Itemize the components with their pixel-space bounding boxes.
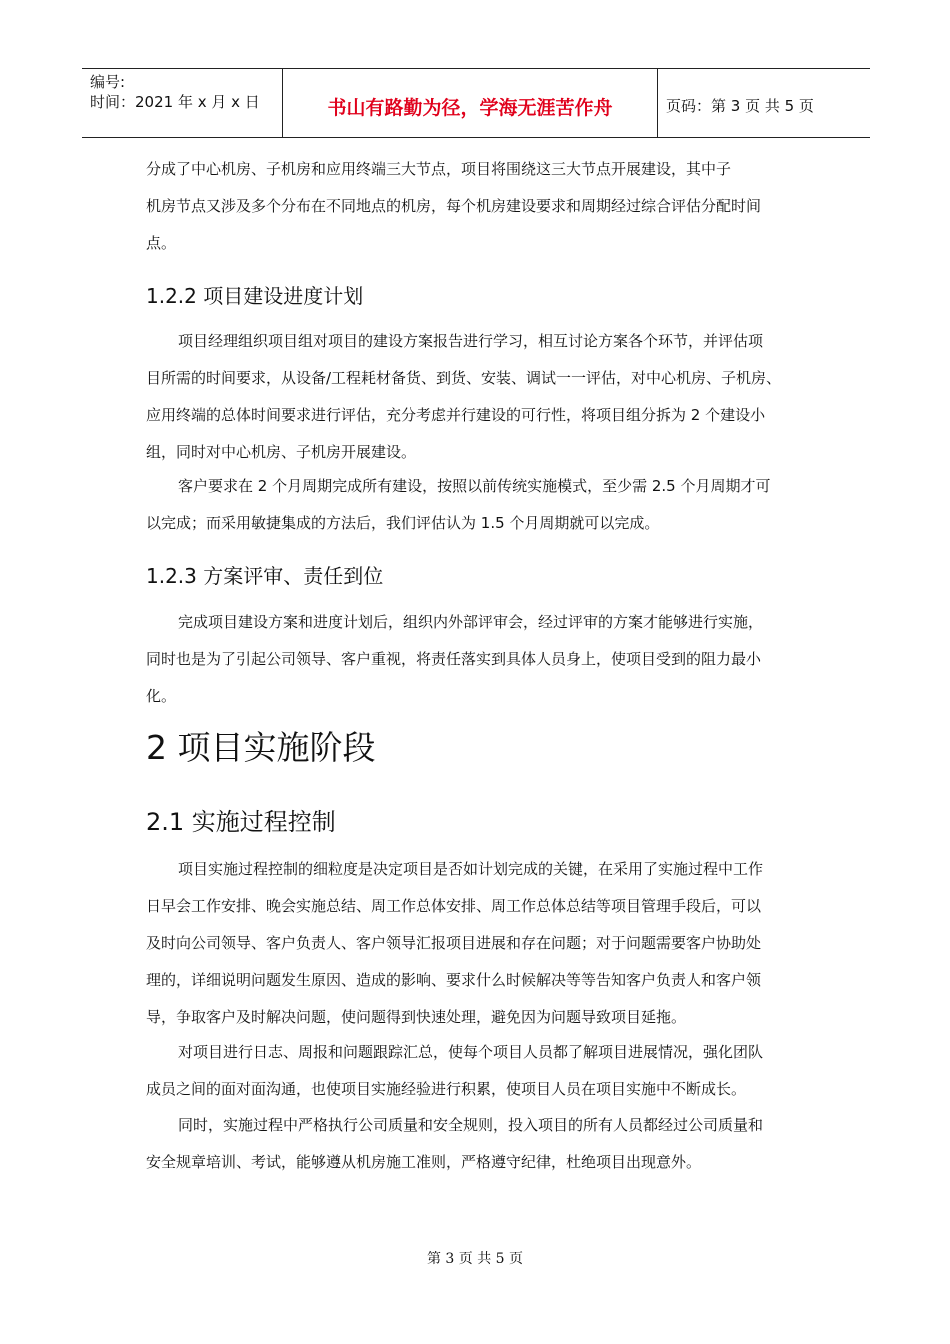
paragraph-3 [146, 468, 826, 542]
header-motto: 书山有路勤为径，学海无涯苦作舟 [327, 97, 613, 119]
header-page-info: 页码：第 3 页 共 5 页 [666, 97, 814, 115]
paragraph-4 [146, 604, 826, 715]
paragraph-line: 同时也是为了引起公司领导、客户重视，将责任落实到具体人员身上，使项目受到的阻力最小 [146, 650, 762, 668]
heading-2-1: 2.1 实施过程控制 [146, 808, 336, 836]
paragraph-line: 客户要求在 2 个月周期完成所有建设，按照以前传统实施模式，至少需 2.5 个月周期才可 [178, 477, 771, 495]
document-number-label: 编号: [90, 73, 126, 91]
paragraph-line: 机房节点又涉及多个分布在不同地点的机房，每个机房建设要求和周期经过综合评估分配时间 [146, 197, 762, 215]
paragraph-line: 及时向公司领导、客户负责人、客户领导汇报项目进展和存在问题；对于问题需要客户协助处 [146, 934, 762, 952]
paragraph-5 [146, 851, 826, 1036]
header-meta-cell [82, 69, 282, 137]
page-header [82, 68, 870, 138]
paragraph-line: 对项目进行日志、周报和问题跟踪汇总，使每个项目人员都了解项目进展情况，强化团队 [178, 1043, 764, 1061]
paragraph-line: 导，争取客户及时解决问题，使问题得到快速处理，避免因为问题导致项目延拖。 [146, 1008, 687, 1026]
paragraph-line: 组，同时对中心机房、子机房开展建设。 [146, 443, 417, 461]
paragraph-line: 完成项目建设方案和进度计划后，组织内外部评审会，经过评审的方案才能够进行实施， [178, 613, 764, 631]
paragraph-line: 分成了中心机房、子机房和应用终端三大节点，项目将围绕这三大节点开展建设，其中子 [146, 160, 732, 178]
paragraph-line: 目所需的时间要求，从设备/工程耗材备货、到货、安装、调试一一评估，对中心机房、子机房、 [146, 369, 782, 387]
paragraph-line: 应用终端的总体时间要求进行评估，充分考虑并行建设的可行性，将项目组分拆为 2 个建设小 [146, 406, 766, 424]
header-page-cell [658, 69, 870, 137]
heading-1-2-2: 1.2.2 项目建设进度计划 [146, 284, 364, 308]
paragraph-2 [146, 323, 826, 471]
paragraph-line: 日早会工作安排、晚会实施总结、周工作总体安排、周工作总体总结等项目管理手段后，可以 [146, 897, 762, 915]
document-date: 时间：2021 年 x 月 x 日 [90, 93, 260, 111]
paragraph-line: 项目实施过程控制的细粒度是决定项目是否如计划完成的关键，在采用了实施过程中工作 [178, 860, 764, 878]
paragraph-line: 点。 [146, 234, 177, 252]
header-motto-cell [282, 69, 658, 137]
paragraph-line: 项目经理组织项目组对项目的建设方案报告进行学习，相互讨论方案各个环节，并评估项 [178, 332, 764, 350]
heading-1-2-3: 1.2.3 方案评审、责任到位 [146, 564, 384, 588]
paragraph-7 [146, 1107, 826, 1181]
paragraph-line: 成员之间的面对面沟通，也使项目实施经验进行积累，使项目人员在项目实施中不断成长。 [146, 1080, 747, 1098]
paragraph-1 [146, 151, 826, 262]
paragraph-line: 理的，详细说明问题发生原因、造成的影响、要求什么时候解决等等告知客户负责人和客户领 [146, 971, 762, 989]
paragraph-line: 化。 [146, 687, 177, 705]
paragraph-line: 同时，实施过程中严格执行公司质量和安全规则，投入项目的所有人员都经过公司质量和 [178, 1116, 764, 1134]
heading-2: 2 项目实施阶段 [146, 728, 376, 767]
paragraph-line: 安全规章培训、考试，能够遵从机房施工准则，严格遵守纪律，杜绝项目出现意外。 [146, 1153, 702, 1171]
paragraph-line: 以完成；而采用敏捷集成的方法后，我们评估认为 1.5 个月周期就可以完成。 [146, 514, 660, 532]
paragraph-6 [146, 1034, 826, 1108]
page-footer: 第 3 页 共 5 页 [426, 1251, 524, 1267]
